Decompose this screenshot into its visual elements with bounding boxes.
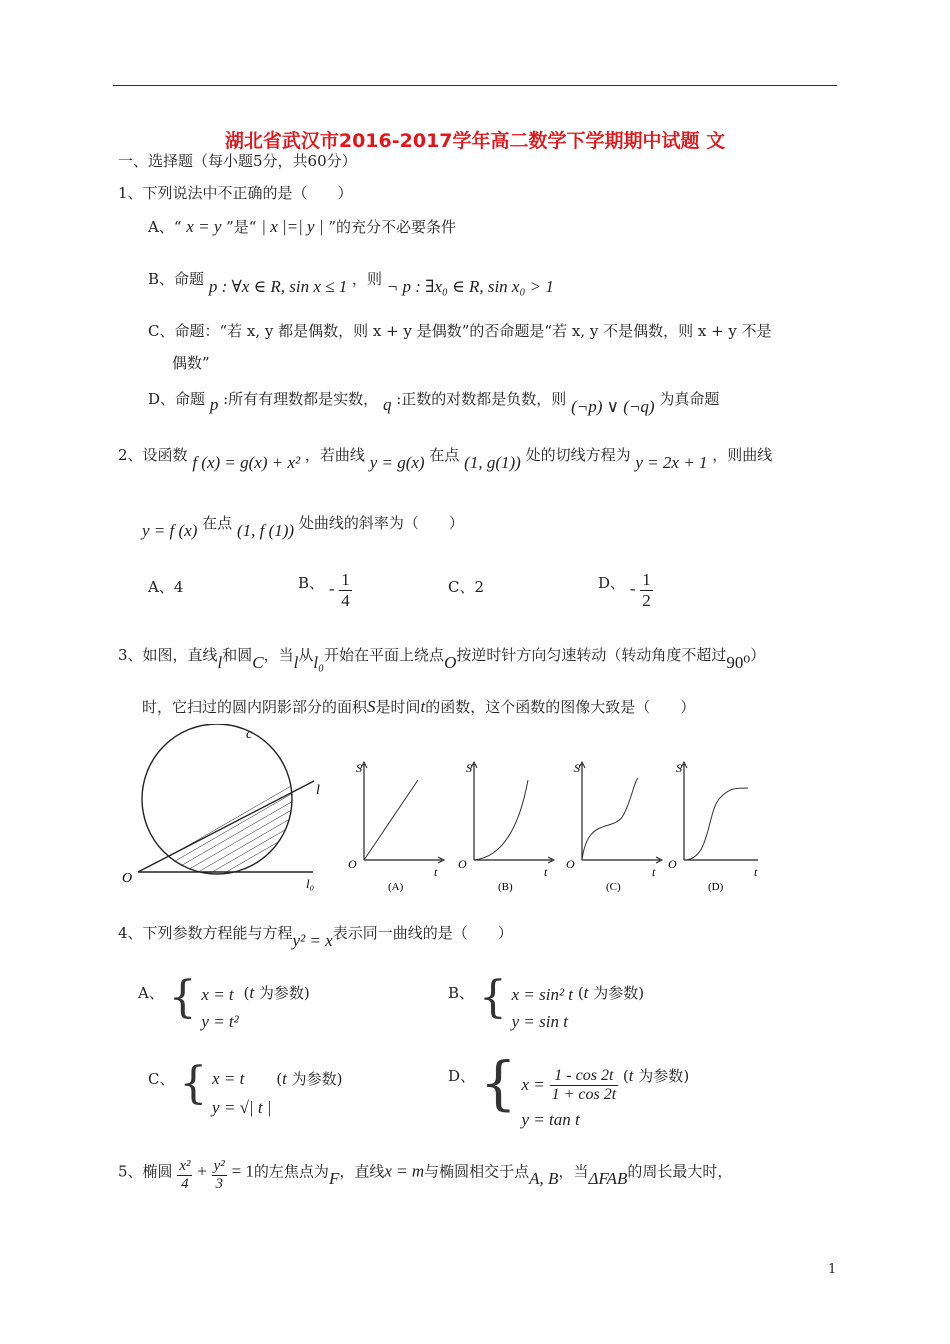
q1-option-b: B、命题 p : ∀x ∈ R, sin x ≤ 1 ，则 ¬ p : ∃x₀ ∈ R, sin x₀ > 1 [148,270,554,296]
graph-a [348,761,444,893]
q2-option-a: A、4 [148,578,184,596]
svg-text:t: t [652,865,656,879]
graph-b [458,761,554,893]
q4-option-c: C、 { x = t y = √| t | (t 为参数) [148,1058,343,1117]
q1-option-c-line2: 偶数” [172,354,210,372]
svg-text:S: S [356,761,362,775]
svg-text:S: S [676,761,682,775]
svg-text:O: O [348,857,357,871]
q4-option-a: A、 { x = t y = t² (t 为参数) [138,972,310,1031]
circle-line-diagram [122,724,320,891]
svg-text:S: S [466,761,472,775]
svg-text:t: t [544,865,548,879]
page-number: 1 [828,1262,837,1277]
q2-option-c: C、2 [448,578,485,596]
graph-d [668,761,758,893]
label-l: l [316,783,320,798]
svg-text:S: S [574,761,580,775]
q3-stem-line1: 3、如图，直线l和圆C，当l从l₀开始在平面上绕点O按逆时针方向匀速转动（转动角度不超过90⁰） [118,646,766,672]
label-c: c [246,727,253,742]
q5-stem: 5、椭圆 $\frac{\text{x²}}{4}$ + $\frac{\text{y²}}{3}$ = 1的左焦点为F，直线x = m与椭圆相交于点A, B，当ΔFAB的周长最大时， [118,1158,733,1193]
graph-c [566,761,662,893]
svg-text:t: t [754,865,758,879]
q1-option-c-line1: C、命题：“若 x, y 都是偶数，则 x + y 是偶数”的否命题是“若 x, y 不是偶数，则 x + y 不是 [148,322,772,340]
q2-option-d: D、 - $\frac{1}{2}$ [598,570,651,610]
label-o: O [122,871,133,886]
q1-option-d: D、命题 p :所有有理数都是实数， q :正数的对数都是负数，则 (¬p) ∨ (¬q) 为真命题 [148,390,720,416]
q2-option-b: B、 - $\frac{1}{4}$ [298,570,350,610]
svg-text:t: t [434,865,438,879]
q4-option-d: D、 { x = $\frac{1 - \cos 2t}{1 + \cos 2t}$ y = tan t (t 为参数) [448,1049,690,1129]
q1-stem: 1、下列说法中不正确的是（ ） [118,184,353,202]
q3-stem-line2: 时，它扫过的圆内阴影部分的面积S是时间t的函数，这个函数的图像大致是（ ） [142,697,696,716]
q2-stem-line1: 2、设函数 f (x) = g(x) + x² ，若曲线 y = g(x) 在点 (1, g(1)) 处的切线方程为 y = 2x + 1 ，则曲线 [118,446,773,472]
header-rule [113,85,837,86]
q3-figure [118,724,758,896]
section-heading: 一、选择题（每小题5分，共60分） [118,152,357,170]
q4-stem: 4、下列参数方程能与方程y² = x表示同一曲线的是（ ） [118,924,513,950]
label-l0: l₀ [306,876,315,891]
q1-option-a: A、“ x = y ”是“ | x |=| y | ”的充分不必要条件 [148,217,456,236]
q4-option-b: B、 { x = sin² t y = sin t (t 为参数) [448,972,645,1031]
svg-text:(B): (B) [498,881,513,893]
svg-text:(D): (D) [708,881,724,893]
svg-text:O: O [458,857,467,871]
svg-text:(A): (A) [388,881,404,893]
svg-text:O: O [566,857,575,871]
document-title: 湖北省武汉市2016-2017学年高二数学下学期期中试题 文 [224,130,726,152]
svg-text:O: O [668,857,677,871]
q2-stem-line2: y = f (x) 在点 (1, f (1)) 处曲线的斜率为（ ） [142,514,464,540]
svg-text:(C): (C) [606,881,621,893]
